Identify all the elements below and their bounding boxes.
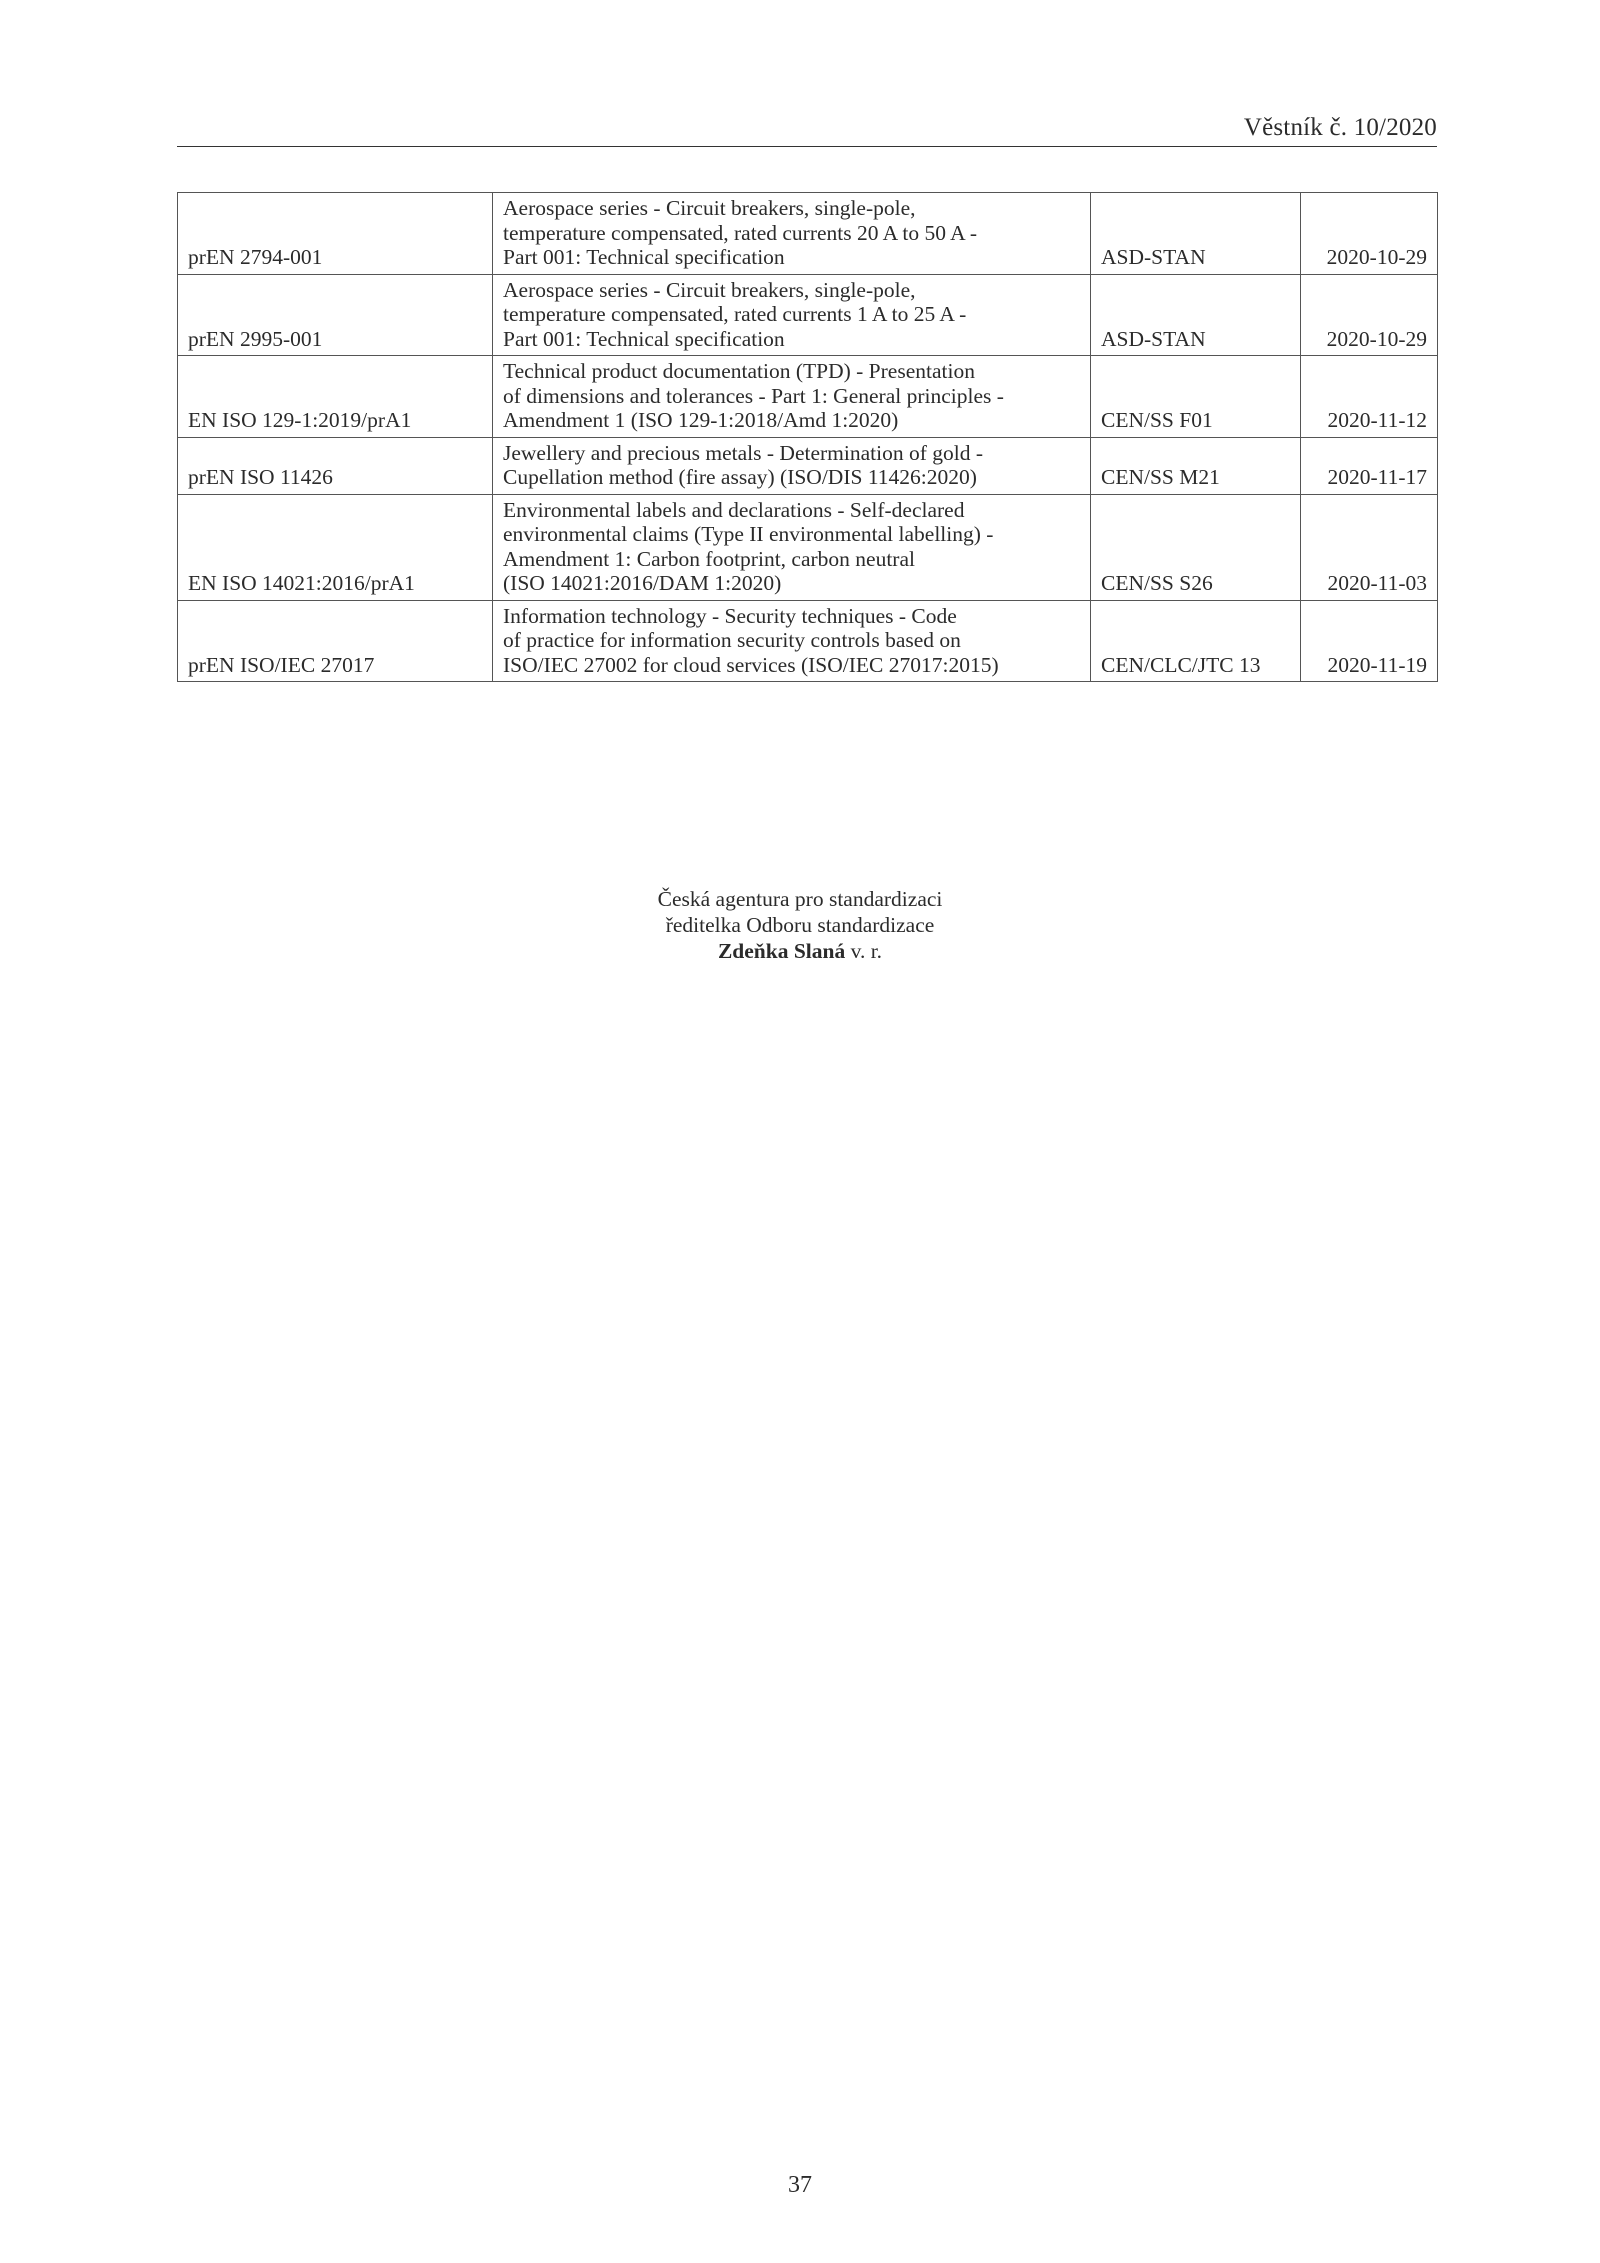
table-row xyxy=(178,193,1438,275)
deadline-date-cell: 2020-11-03 xyxy=(1301,494,1438,600)
standard-title-line: Amendment 1 (ISO 129-1:2018/Amd 1:2020) xyxy=(503,408,899,432)
table-row xyxy=(178,437,1438,494)
standard-designation-cell: prEN 2995-001 xyxy=(178,274,493,356)
page-number: 37 xyxy=(788,2172,812,2198)
table-row xyxy=(178,600,1438,682)
committee-cell: CEN/SS M21 xyxy=(1091,437,1301,494)
standard-title-line: of practice for information security controls based on xyxy=(503,628,961,652)
committee-cell: CEN/SS S26 xyxy=(1091,494,1301,600)
signature-agency: Česká agentura pro standardizaci xyxy=(657,887,943,911)
standard-title-cell xyxy=(493,193,1091,275)
deadline-date-cell: 2020-10-29 xyxy=(1301,193,1438,275)
standard-title-cell xyxy=(493,494,1091,600)
standard-designation-cell: prEN 2794-001 xyxy=(178,193,493,275)
signature-name: Zdeňka Slaná xyxy=(717,939,846,963)
signature-name-line xyxy=(0,938,1600,964)
standard-designation-cell: prEN ISO/IEC 27017 xyxy=(178,600,493,682)
standard-title-line: Information technology - Security techniques - Code xyxy=(503,603,957,628)
table-row xyxy=(178,356,1438,438)
standard-title-line: (ISO 14021:2016/DAM 1:2020) xyxy=(503,571,782,595)
standard-title-line: environmental claims (Type II environmental labelling) - xyxy=(503,522,994,546)
standard-designation-cell: EN ISO 129-1:2019/prA1 xyxy=(178,356,493,438)
standard-title-cell xyxy=(493,274,1091,356)
standard-title-line: of dimensions and tolerances - Part 1: General principles - xyxy=(503,383,1004,408)
standard-title-line: Amendment 1: Carbon footprint, carbon neutral xyxy=(503,546,915,571)
standard-title-cell xyxy=(493,356,1091,438)
committee-cell: CEN/CLC/JTC 13 xyxy=(1091,600,1301,682)
standard-title-line: Part 001: Technical specification xyxy=(503,326,785,351)
table-row xyxy=(178,494,1438,600)
standard-title-line: Jewellery and precious metals - Determination of gold - xyxy=(503,440,984,465)
deadline-date-cell: 2020-11-19 xyxy=(1301,600,1438,682)
standard-title-line: Environmental labels and declarations - Self-declared xyxy=(503,497,965,522)
committee-cell: CEN/SS F01 xyxy=(1091,356,1301,438)
standard-title-line: temperature compensated, rated currents 20 A to 50 A - xyxy=(503,220,978,245)
standard-title-line: Part 001: Technical specification xyxy=(503,245,785,269)
header-divider xyxy=(177,146,1437,147)
standard-designation-cell: prEN ISO 11426 xyxy=(178,437,493,494)
standard-title-line: Technical product documentation (TPD) - Presentation xyxy=(503,359,975,383)
signature-suffix: v. r. xyxy=(845,939,883,963)
standard-title-line: temperature compensated, rated currents 1 A to 25 A - xyxy=(503,302,967,326)
bulletin-title: Věstník č. 10/2020 xyxy=(1243,114,1437,141)
signature-block xyxy=(0,886,1600,964)
standard-title-cell xyxy=(493,600,1091,682)
table-row xyxy=(178,274,1438,356)
standards-table xyxy=(177,192,1438,682)
standard-title-cell xyxy=(493,437,1091,494)
standard-designation-cell: EN ISO 14021:2016/prA1 xyxy=(178,494,493,600)
deadline-date-cell: 2020-11-12 xyxy=(1301,356,1438,438)
committee-cell: ASD-STAN xyxy=(1091,274,1301,356)
standard-title-line: Cupellation method (fire assay) (ISO/DIS 11426:2020) xyxy=(503,465,977,489)
signature-role: ředitelka Odboru standardizace xyxy=(665,913,935,937)
standard-title-line: ISO/IEC 27002 for cloud services (ISO/IEC 27017:2015) xyxy=(503,652,999,677)
deadline-date-cell: 2020-11-17 xyxy=(1301,437,1438,494)
standard-title-line: Aerospace series - Circuit breakers, single-pole, xyxy=(503,196,916,220)
standard-title-line: Aerospace series - Circuit breakers, single-pole, xyxy=(503,277,916,302)
deadline-date-cell: 2020-10-29 xyxy=(1301,274,1438,356)
standards-table-body xyxy=(178,193,1438,682)
committee-cell: ASD-STAN xyxy=(1091,193,1301,275)
